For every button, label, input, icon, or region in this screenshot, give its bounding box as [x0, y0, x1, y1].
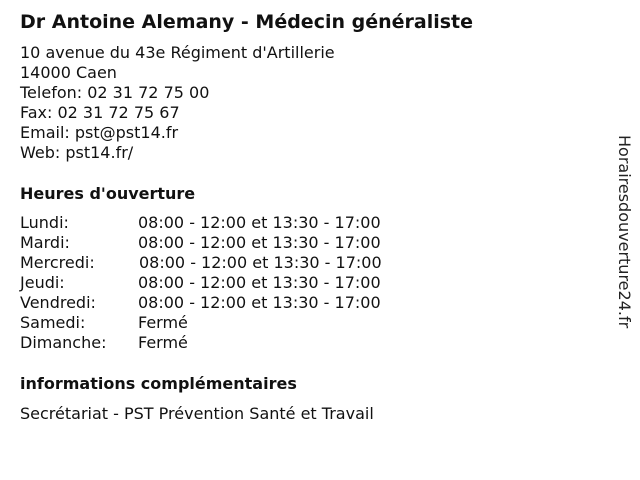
- website: Web: pst14.fr/: [20, 143, 134, 162]
- additional-info-heading: informations complémentaires: [20, 374, 297, 393]
- day-label: Lundi:: [20, 213, 69, 232]
- fax-number: Fax: 02 31 72 75 67: [20, 103, 180, 122]
- day-label: Mardi:: [20, 233, 70, 252]
- time-value: Fermé: [138, 333, 188, 352]
- address-street: 10 avenue du 43e Régiment d'Artillerie: [20, 43, 335, 62]
- phone-number: Telefon: 02 31 72 75 00: [20, 83, 210, 102]
- day-label: Samedi:: [20, 313, 86, 332]
- address-city: 14000 Caen: [20, 63, 117, 82]
- time-value: 08:00 - 12:00 et 13:30 - 17:00: [138, 273, 381, 292]
- time-value: 08:00 - 12:00 et 13:30 - 17:00: [138, 233, 381, 252]
- contact-block: [20, 43, 335, 163]
- day-label: Mercredi:: [20, 253, 95, 272]
- day-label: Jeudi:: [20, 273, 65, 292]
- site-watermark: Horairesdouverture24.fr: [615, 135, 634, 329]
- additional-info-text: Secrétariat - PST Prévention Santé et Travail: [20, 404, 374, 423]
- time-value: 08:00 - 12:00 et 13:30 - 17:00: [139, 253, 382, 272]
- email-address: Email: pst@pst14.fr: [20, 123, 179, 142]
- page-title: Dr Antoine Alemany - Médecin généraliste: [20, 11, 474, 33]
- opening-hours-heading: Heures d'ouverture: [20, 184, 196, 203]
- time-value: 08:00 - 12:00 et 13:30 - 17:00: [138, 293, 381, 312]
- day-label: Vendredi:: [20, 293, 96, 312]
- time-value: Fermé: [138, 313, 188, 332]
- day-label: Dimanche:: [20, 333, 107, 352]
- time-value: 08:00 - 12:00 et 13:30 - 17:00: [138, 213, 381, 232]
